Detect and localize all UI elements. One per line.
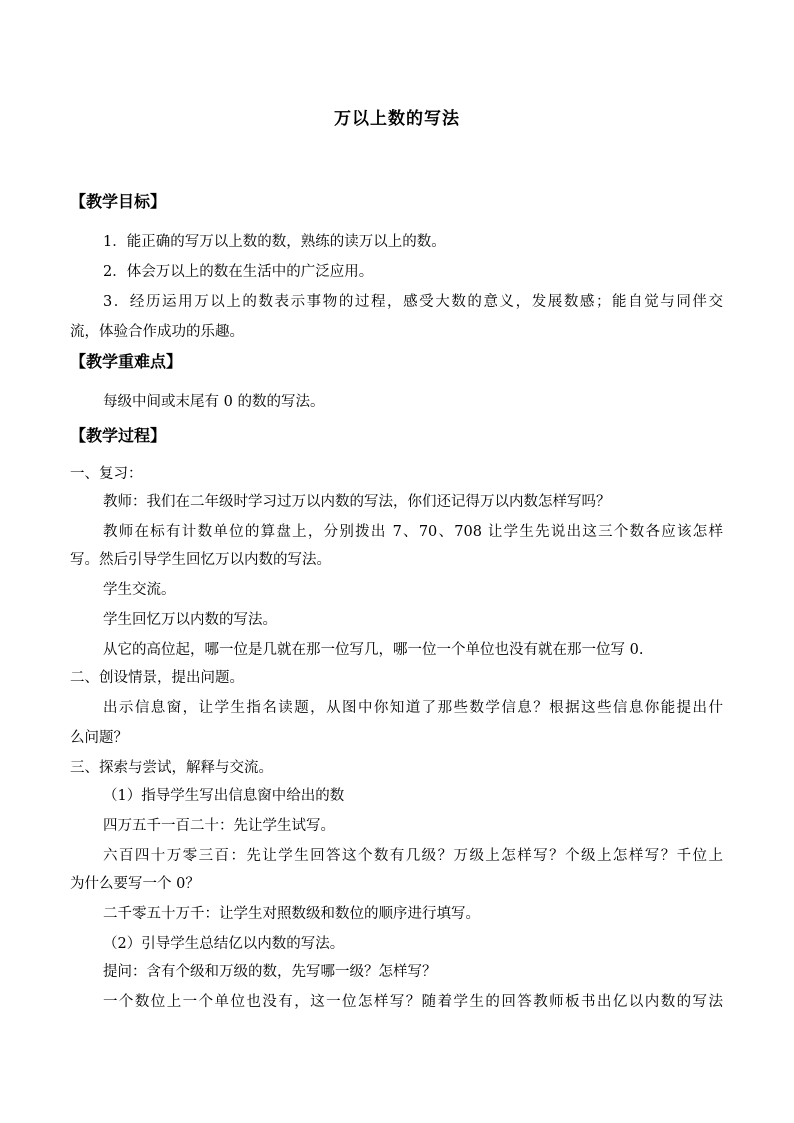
page-title: 万以上数的写法 bbox=[334, 109, 460, 129]
paragraph-line: 四万五千一百二十：先让学生试写。 bbox=[103, 818, 335, 834]
paragraph-line: 2．体会万以上的数在生活中的广泛应用。 bbox=[103, 264, 374, 280]
paragraph-line: 二千零五十万千：让学生对照数级和数位的顺序进行填写。 bbox=[103, 906, 480, 922]
paragraph-line: 出示信息窗，让学生指名读题，从图中你知道了那些数学信息？根据这些信息你能提出什 bbox=[103, 700, 723, 716]
paragraph-line: 从它的高位起，哪一位是几就在那一位写几，哪一位一个单位也没有就在那一位写 0. bbox=[103, 642, 644, 658]
subsection-heading: 二、创设情景，提出问题。 bbox=[70, 670, 244, 686]
paragraph-line: 六百四十万零三百：先让学生回答这个数有几级？万级上怎样写？个级上怎样写？千位上 bbox=[103, 848, 723, 864]
paragraph-line: 教师：我们在二年级时学习过万以内数的写法，你们还记得万以内数怎样写吗？ bbox=[103, 494, 611, 510]
subsection-heading: 三、探索与尝试，解释与交流。 bbox=[70, 760, 273, 776]
paragraph-line: 提问：含有个级和万级的数，先写哪一级？怎样写？ bbox=[103, 964, 437, 980]
paragraph-line: （2）引导学生总结亿以内数的写法。 bbox=[103, 936, 345, 952]
paragraph-line: 教师在标有计数单位的算盘上，分别拨出 7、70、708 让学生先说出这三个数各应该怎样 bbox=[103, 524, 723, 540]
paragraph-line: 一个数位上一个单位也没有，这一位怎样写？随着学生的回答教师板书出亿以内数的写法 bbox=[103, 994, 723, 1010]
paragraph-line: 学生交流。 bbox=[103, 582, 176, 598]
section-heading-key-points: 【教学重难点】 bbox=[70, 352, 183, 371]
paragraph-line: 流，体验合作成功的乐趣。 bbox=[70, 324, 244, 340]
paragraph-line: 学生回忆万以内数的写法。 bbox=[103, 612, 277, 628]
paragraph-line: 写。然后引导学生回忆万以内数的写法。 bbox=[70, 552, 331, 568]
paragraph-line: 每级中间或末尾有 0 的数的写法。 bbox=[103, 394, 325, 410]
paragraph-line: 3．经历运用万以上的数表示事物的过程，感受大数的意义，发展数感；能自觉与同伴交 bbox=[103, 294, 723, 310]
section-heading-objectives: 【教学目标】 bbox=[70, 192, 167, 211]
subsection-heading: 一、复习： bbox=[70, 466, 143, 482]
paragraph-line: 1．能正确的写万以上数的数，熟练的读万以上的数。 bbox=[103, 234, 446, 250]
paragraph-line: （1）指导学生写出信息窗中给出的数 bbox=[103, 788, 345, 804]
section-heading-process: 【教学过程】 bbox=[70, 426, 167, 445]
paragraph-line: 么问题？ bbox=[70, 730, 128, 746]
paragraph-line: 为什么要写一个 0？ bbox=[70, 876, 200, 892]
